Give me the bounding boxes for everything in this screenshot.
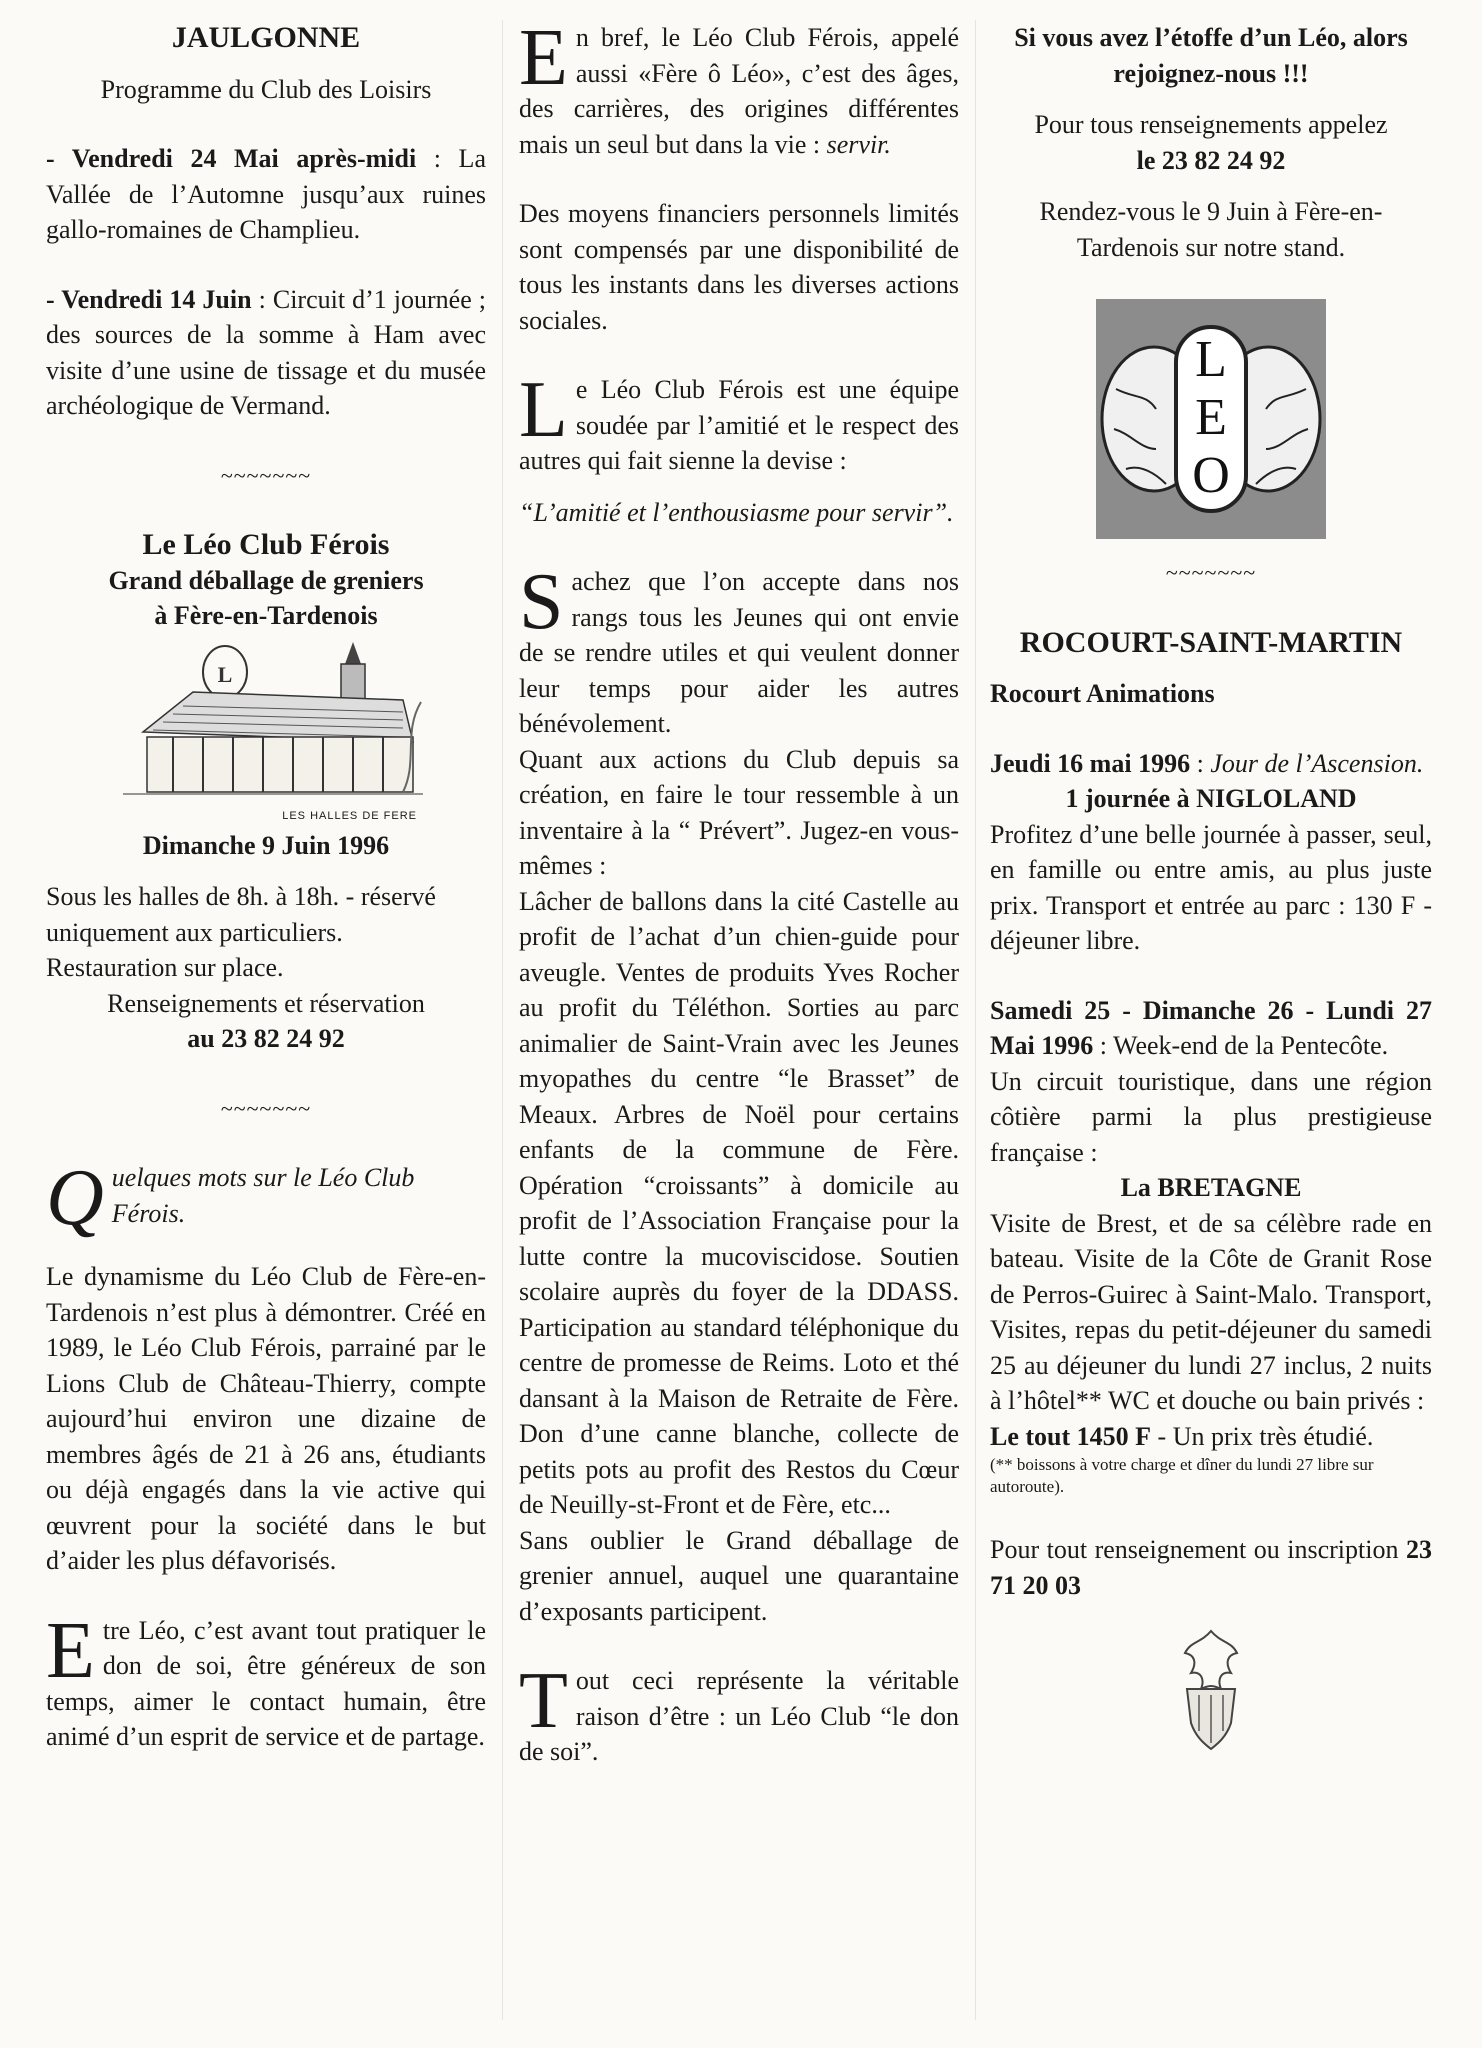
- leo-letters: [1176, 331, 1246, 505]
- jeudi-sep: :: [1190, 748, 1211, 778]
- rocourt-subtitle: Rocourt Animations: [990, 679, 1215, 708]
- drop-cap-l: L: [519, 366, 568, 454]
- etoffe-heading: Si vous avez l’étoffe d’un Léo, alors rejoignez-nous !!!: [1014, 23, 1408, 88]
- prix-amount: Le tout 1450 F: [990, 1421, 1152, 1451]
- devise: “L’amitié et l’enthousiasme pour servir”.: [519, 497, 954, 527]
- deballage-date: Dimanche 9 Juin 1996: [142, 830, 390, 860]
- column-right: [990, 20, 1432, 1753]
- prix-note: (** boissons à votre charge et dîner du lundi 27 libre sur autoroute).: [990, 1455, 1374, 1496]
- column-divider: [502, 20, 503, 2020]
- svg-text:L: L: [217, 661, 233, 687]
- decorative-emblem: [1171, 1623, 1251, 1753]
- drop-cap-e: E: [46, 1606, 95, 1695]
- leo-logo: [1096, 299, 1326, 539]
- jeudi-date: Jeudi 16 mai 1996: [990, 748, 1191, 778]
- leo-letter-l: L: [1195, 331, 1227, 388]
- rendez-vous: Rendez-vous le 9 Juin à Fère-en-Tardenois sur notre stand.: [1039, 197, 1383, 262]
- halles-hours: Sous les halles de 8h. à 18h. - réservé uniquement aux particuliers.: [46, 882, 436, 947]
- actions-list: Lâcher de ballons dans la cité Castelle au profit de l’achat d’un chien-guide pour aveugle. Ventes de produits Yves Rocher au profit du Téléthon. Sorties au parc animalier de Saint-Vrain avec les Jeunes myopathes du centre “le Brasset” de Meaux. Arbres de Noël pour certains enfants de la commune de Fère. Opération “croissants” à domicile au profit de l’Association Française pour la lutte contre la mucoviscidose. Soutien scolaire auprès du foyer de la DDASS. Participation au standard téléphonique du centre de promesse de Reims. Loto et thé dansant à la Maison de Retraite de Fère. Don d’une canne blanche, collecte de petits pots au profit des Restos du Cœur de Neuilly-st-Front et de Fère, etc...: [519, 886, 959, 1519]
- event-2-date: - Vendredi 14 Juin: [46, 284, 252, 314]
- reservation-label: Renseignements et réservation: [107, 988, 425, 1018]
- inscription-line: [990, 1532, 1432, 1603]
- rocourt-title: ROCOURT-SAINT-MARTIN: [1019, 625, 1403, 659]
- restauration: Restauration sur place.: [46, 953, 284, 982]
- separator: ~~~~~~~: [220, 1095, 312, 1121]
- inscription-text: Pour tout renseignement ou inscription: [990, 1535, 1406, 1564]
- tout-ceci-text: out ceci représente la véritable raison d’être : un Léo Club “le don de soi”.: [519, 1666, 959, 1766]
- tout-ceci-paragraph: [519, 1657, 959, 1770]
- column-middle: [519, 14, 959, 1770]
- equipe-paragraph: [519, 366, 959, 479]
- leo-letter-o: O: [1192, 447, 1230, 504]
- column-divider: [975, 20, 976, 2020]
- separator: ~~~~~~~: [1165, 560, 1257, 585]
- drop-cap-s: S: [519, 558, 564, 646]
- sans-oublier-paragraph: Sans oublier le Grand déballage de grenier annuel, auquel une quarantaine d’exposants participent.: [519, 1525, 959, 1626]
- event-1-text: : La Vallée de l’Automne jusqu’aux ruines gallo-romaines de Champlieu.: [46, 144, 486, 244]
- equipe-text: e Léo Club Férois est une équipe soudée par l’amitié et le respect des autres qui fait sienne la devise :: [519, 375, 959, 475]
- bretagne-title: La BRETAGNE: [1120, 1173, 1302, 1202]
- jaulgonne-subtitle: Programme du Club des Loisirs: [100, 74, 432, 104]
- dynamisme-paragraph: Le dynamisme du Léo Club de Fère-en-Tardenois n’est plus à démontrer. Créé en 1989, le Léo Club Férois, parrainé par le Lions Club de Château-Thierry, compte aujourd’hui environ une dizaine de membres âgés de 21 à 26 ans, étudiants ou déjà engagés dans la vie active qui œuvrent pour la société dans le but d’aider les plus défavorisés.: [46, 1262, 486, 1575]
- event-1-date: - Vendredi 24 Mai après-midi: [46, 144, 417, 173]
- separator: ~~~~~~~: [220, 462, 312, 488]
- reservation-phone: au 23 82 24 92: [187, 1024, 345, 1053]
- inscription-phone: 23 71 20 03: [990, 1535, 1432, 1600]
- circuit-text: Un circuit touristique, dans une région côtière parmi la plus prestigieuse française :: [990, 1066, 1432, 1167]
- etre-leo-text: tre Léo, c’est avant tout pratiquer le don de soi, être généreux de son temps, aimer le contact humain, être animé d’un esprit de service et de partage.: [46, 1615, 486, 1751]
- drop-cap-q: Q: [46, 1154, 104, 1242]
- quelques-mots-heading: [46, 1154, 486, 1242]
- jaulgonne-title: JAULGONNE: [171, 21, 361, 54]
- quelques-mots-text: uelques mots sur le Léo Club Férois.: [111, 1163, 415, 1228]
- prix-line: [990, 1419, 1432, 1455]
- appelez-label: Pour tous renseignements appelez: [1034, 110, 1388, 139]
- samedi-event: [990, 993, 1432, 1064]
- visite-text: Visite de Brest, et de sa célèbre rade en bateau. Visite de la Côte de Granit Rose de Perros-Guirec à Saint-Malo. Transport, Visites, repas du petit-déjeuner du samedi 25 au déjeuner du lundi 27 inclus, 2 nuits à l’hôtel** WC et douche ou bain privés :: [990, 1208, 1432, 1415]
- halles-caption: LES HALLES DE FERE: [282, 809, 417, 822]
- prix-text: - Un prix très étudié.: [1151, 1421, 1374, 1451]
- sachez-paragraph: [519, 558, 959, 742]
- deballage-title-line-1: Grand déballage de greniers: [108, 565, 424, 595]
- jeudi-event: [990, 746, 1432, 782]
- sachez-text: achez que l’on accepte dans nos rangs tous les Jeunes qui ont envie de se rendre utiles et qui veulent donner leur temps pour aider les autres bénévolement.: [519, 567, 959, 738]
- appelez-phone: le 23 82 24 92: [1136, 145, 1286, 175]
- drop-cap-t: T: [519, 1657, 568, 1745]
- en-bref-paragraph: [519, 14, 959, 162]
- drop-cap-e: E: [519, 14, 568, 102]
- floral-emblem-icon: [1171, 1623, 1251, 1753]
- halles-drawing: [103, 642, 429, 822]
- nigloland-title: 1 journée à NIGLOLAND: [1065, 784, 1357, 813]
- jeudi-ascension: Jour de l’Ascension.: [1210, 748, 1424, 778]
- moyens-paragraph: Des moyens financiers personnels limités sont compensés par une disponibilité de tous les instants dans les diverses actions sociales.: [519, 199, 959, 335]
- deballage-title-line-2: à Fère-en-Tardenois: [154, 601, 378, 630]
- en-bref-text: n bref, le Léo Club Férois, appelé aussi «Fère ô Léo», c’est des âges, des carrières, des origines différentes mais un seul but dans la vie :: [519, 23, 959, 159]
- actions-paragraph: Quant aux actions du Club depuis sa création, en faire le tour ressemble à un inventaire à la “ Prévert”. Jugez-en vous-mêmes :: [519, 744, 959, 880]
- leo-club-title: Le Léo Club Férois: [142, 528, 390, 561]
- jaulgonne-event-1: [46, 141, 486, 248]
- halles-illustration: [103, 642, 429, 822]
- etre-leo-paragraph: [46, 1606, 486, 1755]
- samedi-dates: Samedi 25 - Dimanche 26 - Lundi 27 Mai 1996: [990, 995, 1432, 1060]
- event-2-text: : Circuit d’1 journée ; des sources de la somme à Ham avec visite d’une usine de tissage et du musée archéologique de Vermand.: [46, 284, 487, 420]
- en-bref-servir: servir.: [826, 129, 891, 159]
- jaulgonne-event-2: [46, 282, 486, 424]
- nigloland-text: Profitez d’une belle journée à passer, seul, en famille ou entre amis, au plus juste prix. Transport et entrée au parc : 130 F - déjeuner libre.: [990, 819, 1432, 955]
- leo-letter-e: E: [1195, 389, 1227, 446]
- column-left: [46, 20, 486, 1755]
- samedi-text: : Week-end de la Pentecôte.: [1093, 1031, 1389, 1060]
